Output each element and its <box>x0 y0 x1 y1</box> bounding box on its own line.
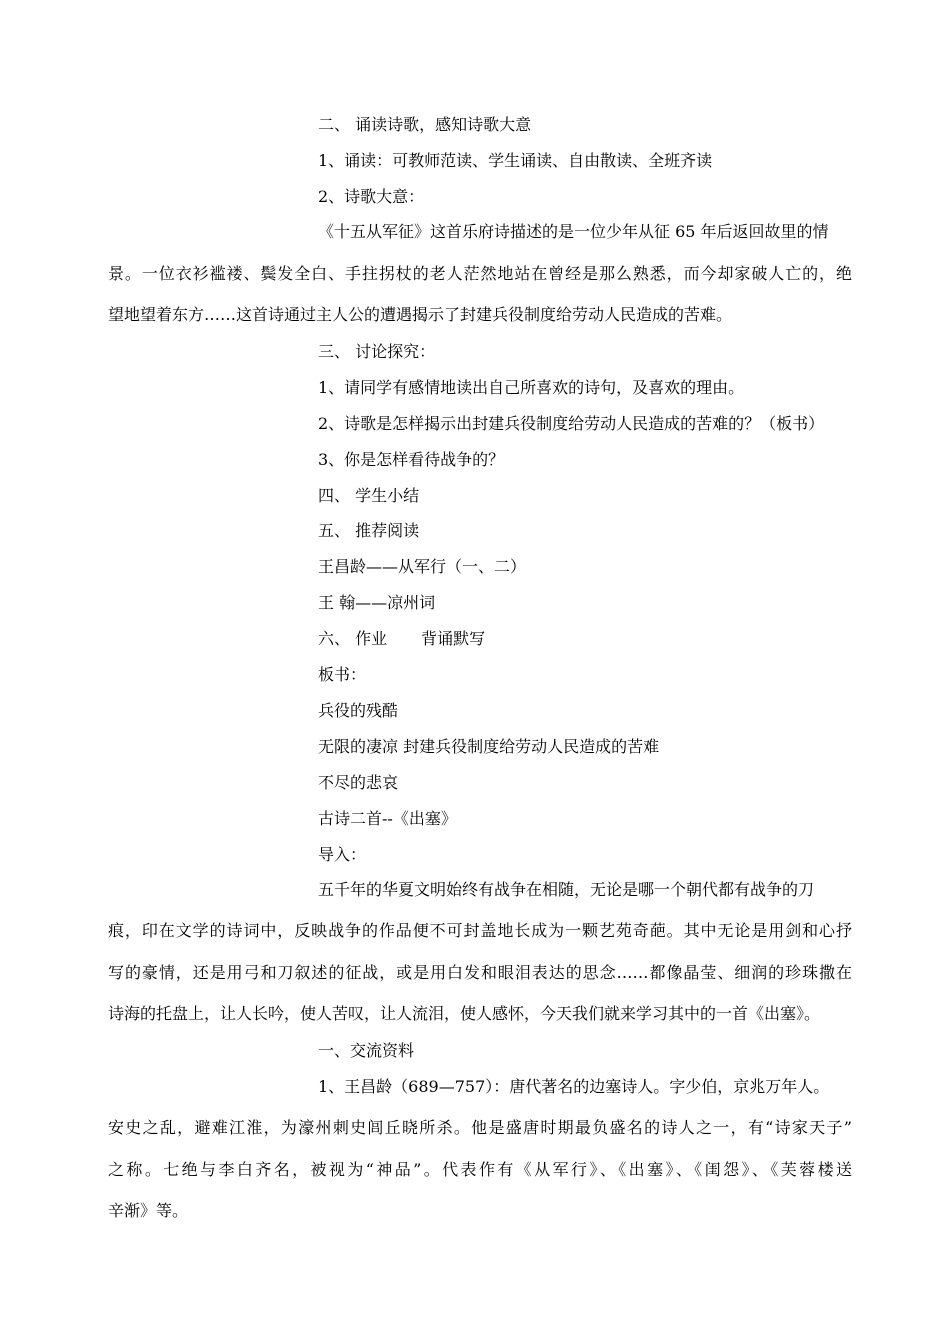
board-line-2: 无限的凄凉 封建兵役制度给劳动人民造成的苦难 <box>318 737 660 756</box>
section-6-line <box>318 629 485 649</box>
section-3-question-2: 2、诗歌是怎样揭示出封建兵役制度给劳动人民造成的苦难的？（板书） <box>318 414 825 433</box>
intro-line-3: 写的豪情，还是用弓和刀叙述的征战，或是用白发和眼泪表达的思念……都像晶莹、细润的珍珠撒在 <box>108 963 852 982</box>
wang-line-1: 1、王昌龄（689—757）：唐代著名的边塞诗人。字少伯，京兆万年人。 <box>318 1077 830 1096</box>
wang-line-4: 辛渐》等。 <box>108 1201 189 1220</box>
section-3-question-1: 1、请同学有感情地读出自己所喜欢的诗句，及喜欢的理由。 <box>318 378 745 397</box>
intro-line-2: 痕，印在文学的诗词中，反映战争的作品便不可封盖地长成为一颗艺苑奇葩。其中无论是用剑和心抒 <box>108 921 852 940</box>
poem-2-title: 古诗二首--《出塞》 <box>318 809 457 828</box>
section-3-question-3: 3、你是怎样看待战争的？ <box>318 450 505 469</box>
summary-line-1: 《十五从军征》这首乐府诗描述的是一位少年从征 65 年后返回故里的情 <box>318 222 829 241</box>
section-5-title: 五、 推荐阅读 <box>318 521 420 540</box>
summary-line-2: 景。一位衣衫褴褛、鬓发全白、手拄拐杖的老人茫然地站在曾经是那么熟悉，而今却家破人亡的，绝 <box>108 264 852 283</box>
reading-item-1: 王昌龄——从军行（一、二） <box>318 557 527 576</box>
intro-line-4: 诗海的托盘上，让人长吟，使人苦叹，让人流泪，使人感怀，今天我们就来学习其中的一首《出塞》。 <box>108 1004 821 1023</box>
section-2-item-2: 2、诗歌大意： <box>318 187 425 206</box>
section-4-title: 四、 学生小结 <box>318 486 420 505</box>
wang-line-2: 安史之乱，避难江淮，为濠州刺史闾丘晓所杀。他是盛唐时期最负盛名的诗人之一，有“诗家天子” <box>108 1118 852 1137</box>
section-3-title: 三、 讨论探究： <box>318 342 436 361</box>
reading-item-2: 王 翰——凉州词 <box>318 593 436 612</box>
board-line-3: 不尽的悲哀 <box>318 773 399 792</box>
board-line-1: 兵役的残酷 <box>318 701 399 720</box>
section-6-task: 背诵默写 <box>421 629 486 648</box>
section-6-title: 六、 作业 <box>318 629 388 648</box>
part-1-title: 一、交流资料 <box>318 1041 415 1060</box>
section-2-title: 二、 诵读诗歌，感知诗歌大意 <box>318 115 532 134</box>
intro-label: 导入： <box>318 845 367 864</box>
summary-line-3: 望地望着东方……这首诗通过主人公的遭遇揭示了封建兵役制度给劳动人民造成的苦难。 <box>108 305 733 324</box>
wang-line-3: 之称。七绝与李白齐名，被视为“神品”。代表作有《从军行》、《出塞》、《闺怨》、《芙蓉楼送 <box>108 1160 852 1179</box>
section-2-item-1: 1、诵读：可教师范读、学生诵读、自由散读、全班齐读 <box>318 151 713 170</box>
board-label: 板书： <box>318 665 367 684</box>
intro-line-1: 五千年的华夏文明始终有战争在相随，无论是哪一个朝代都有战争的刀 <box>318 880 815 899</box>
